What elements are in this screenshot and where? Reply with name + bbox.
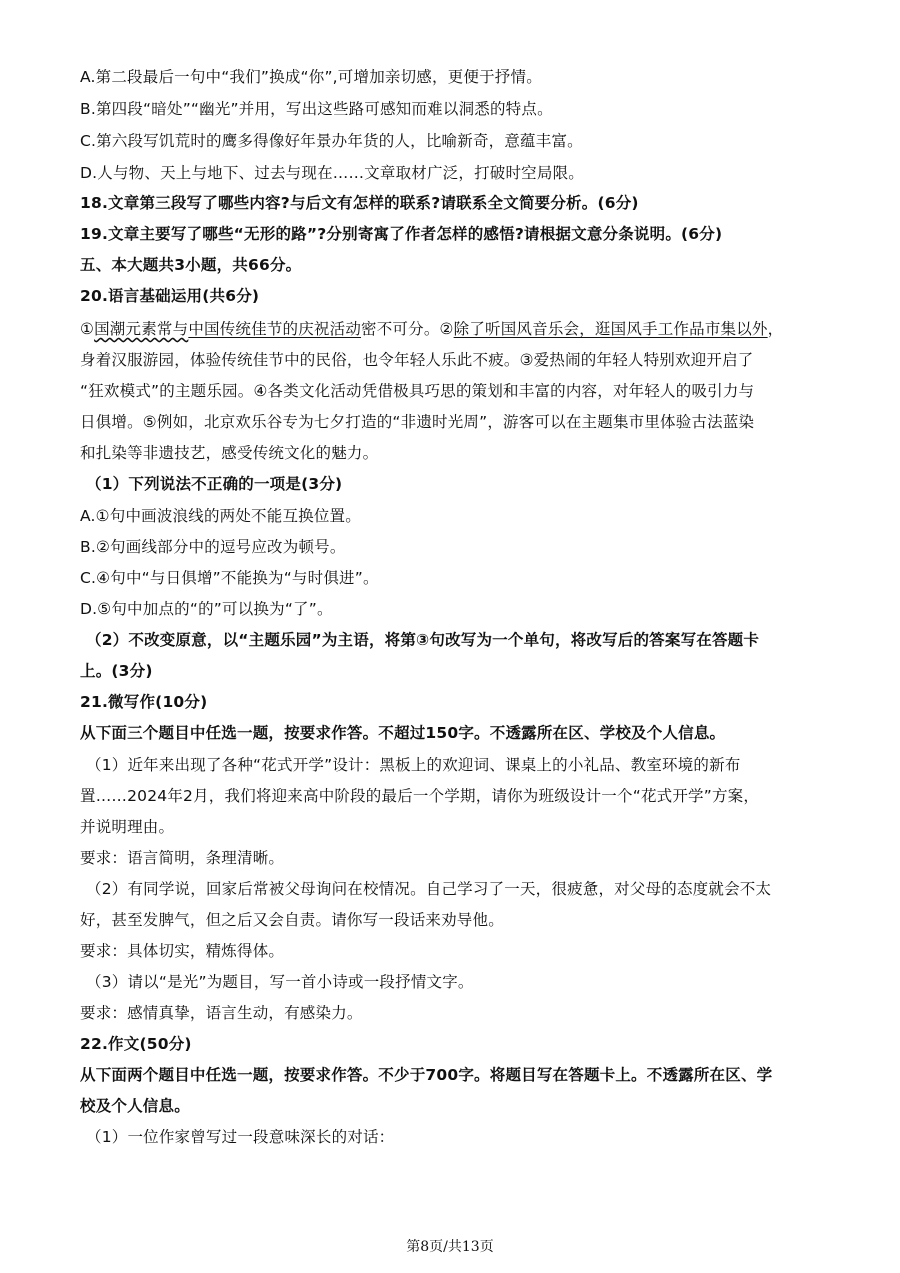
q21-topic-1-line-3: 并说明理由。 — [80, 818, 175, 836]
q22-instructions-line-2: 校及个人信息。 — [80, 1097, 190, 1115]
q22-instructions-line-1: 从下面两个题目中任选一题，按要求作答。不少于700字。将题目写在答题卡上。不透露所在区、学 — [80, 1066, 773, 1084]
q17-option-d: D.人与物、天上与地下、过去与现在……文章取材广泛，打破时空局限。 — [80, 164, 584, 182]
q20-sub-question-2-line-2: 上。(3分) — [80, 662, 153, 680]
q21-topic-1-requirement: 要求：语言简明，条理清晰。 — [80, 849, 285, 867]
sentence-text: ， — [767, 320, 784, 338]
question-20-title: 20.语言基础运用(共6分) — [80, 287, 260, 305]
q20-option-d: D.⑤句中加点的“的”可以换为“了”。 — [80, 600, 333, 618]
sentence-1-mark: ① — [80, 320, 95, 338]
question-22-title: 22.作文(50分) — [80, 1035, 192, 1053]
sentence-text: 密不可分。② — [361, 320, 454, 338]
wavy-underlined-phrase: 国潮元素常与 — [94, 320, 189, 338]
q21-instructions: 从下面三个题目中任选一题，按要求作答。不超过150字。不透露所在区、学校及个人信息。 — [80, 724, 726, 742]
q20-option-a: A.①句中画波浪线的两处不能互换位置。 — [80, 507, 361, 525]
q22-topic-1: （1）一位作家曾写过一段意味深长的对话： — [86, 1128, 395, 1146]
section-five-heading: 五、本大题共3小题，共66分。 — [80, 256, 302, 274]
q21-topic-1-line-2: 置……2024年2月，我们将迎来高中阶段的最后一个学期，请你为班级设计一个“花式开学”方案， — [80, 787, 760, 805]
q20-passage-line-3: “狂欢模式”的主题乐园。④各类文化活动凭借极具巧思的策划和丰富的内容，对年轻人的吸引力与 — [80, 382, 755, 400]
q20-passage-line-2: 身着汉服游园，体验传统佳节中的民俗，也令年轻人乐此不疲。③爱热闹的年轻人特别欢迎开启了 — [80, 351, 754, 369]
q20-passage-line-5: 和扎染等非遗技艺，感受传统文化的魅力。 — [80, 444, 379, 462]
q21-topic-3-requirement: 要求：感情真挚，语言生动，有感染力。 — [80, 1004, 363, 1022]
question-18: 18.文章第三段写了哪些内容?与后文有怎样的联系?请联系全文简要分析。(6分) — [80, 194, 639, 212]
page-number-footer: 第8页/共13页 — [406, 1239, 494, 1255]
q20-option-b: B.②句画线部分中的逗号应改为顿号。 — [80, 538, 346, 556]
underlined-phrase: 中国传统佳节的庆祝活动 — [188, 320, 362, 338]
q20-sub-question-1: （1）下列说法不正确的一项是(3分) — [86, 475, 343, 493]
question-19: 19.文章主要写了哪些“无形的路”?分别寄寓了作者怎样的感悟?请根据文意分条说明。(6分) — [80, 225, 723, 243]
q20-passage-line-1 — [80, 318, 820, 340]
q20-sub-question-2-line-1: （2）不改变原意，以“主题乐园”为主语，将第③句改写为一个单句，将改写后的答案写在答题卡 — [86, 631, 760, 649]
q21-topic-2-requirement: 要求：具体切实，精炼得体。 — [80, 942, 285, 960]
q17-option-c: C.第六段写饥荒时的鹰多得像好年景办年货的人，比喻新奇，意蕴丰富。 — [80, 132, 583, 150]
q21-topic-2-line-2: 好，甚至发脾气，但之后又会自责。请你写一段话来劝导他。 — [80, 911, 504, 929]
q17-option-a: A.第二段最后一句中“我们”换成“你”,可增加亲切感，更便于抒情。 — [80, 68, 542, 86]
q21-topic-2-line-1: （2）有同学说，回家后常被父母询问在校情况。自己学习了一天，很疲惫，对父母的态度就会不太 — [86, 880, 772, 898]
q20-option-c: C.④句中“与日俱增”不能换为“与时俱进”。 — [80, 569, 379, 587]
q21-topic-3-line-1: （3）请以“是光”为题目，写一首小诗或一段抒情文字。 — [86, 973, 474, 991]
q21-topic-1-line-1: （1）近年来出现了各种“花式开学”设计：黑板上的欢迎词、课桌上的小礼品、教室环境的新布 — [86, 756, 741, 774]
q17-option-b: B.第四段“暗处”“幽光”并用，写出这些路可感知而难以洞悉的特点。 — [80, 100, 553, 118]
underlined-clause: 除了听国风音乐会，逛国风手工作品市集以外 — [453, 320, 768, 338]
q20-passage-line-4: 日俱增。⑤例如，北京欢乐谷专为七夕打造的“非遗时光周”，游客可以在主题集市里体验古法蓝染 — [80, 413, 755, 431]
question-21-title: 21.微写作(10分) — [80, 693, 208, 711]
